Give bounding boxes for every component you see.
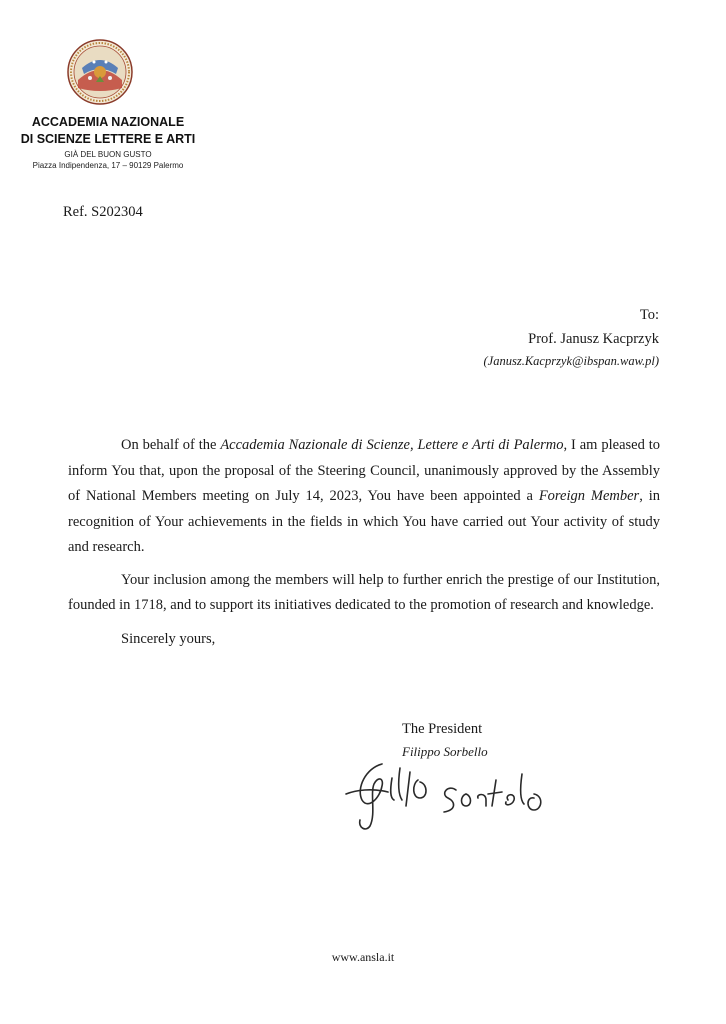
reference-number: Ref. S202304: [63, 204, 143, 220]
signatory-name: Filippo Sorbello: [402, 744, 488, 759]
recipient-block: [484, 304, 660, 371]
membership-title: Foreign Member: [538, 488, 640, 504]
letterhead: [20, 114, 196, 171]
academy-former-name: GIÀ DEL BUON GUSTO: [64, 150, 152, 159]
academy-address: Piazza Indipendenza, 17 – 90129 Palermo: [32, 161, 184, 170]
paragraph-institution: Your inclusion among the members will help to further enrich the prestige of our Institution, founded in 1718, and to support its initiatives dedicated to the promotion of research and knowledge.: [68, 571, 660, 613]
letter-body: [68, 433, 660, 659]
academy-name-line2: DI SCIENZE LETTERE E ARTI: [20, 132, 196, 146]
closing-salutation: Sincerely yours,: [121, 630, 216, 647]
academy-full-name: Accademia Nazionale di Scienze, Lettere e Arti di Palermo: [220, 437, 564, 453]
recipient-email: (Janusz.Kacprzyk@ibspan.waw.pl): [483, 354, 659, 368]
paragraph-appointment: On behalf of the Accademia Nazionale di Scienze, Lettere e Arti di Palermo, I am pleased to inform You that, upon the proposal of the Steering Council, unanimously approved by the Assembly of National Members meeting on July 14, 2023, You have been appointed a Foreign Member, in recognition of Your achievements in the fields in which You have carried out Your activity of study and research.: [68, 437, 660, 555]
footer-website: www.ansla.it: [331, 950, 395, 964]
academy-seal-logo: [66, 38, 134, 106]
handwritten-signature: [336, 754, 554, 834]
recipient-name: Prof. Janusz Kacprzyk: [528, 331, 659, 347]
academy-name-line1: ACCADEMIA NAZIONALE: [31, 115, 185, 129]
recipient-label: To:: [639, 307, 659, 323]
signatory-role: The President: [402, 721, 483, 737]
